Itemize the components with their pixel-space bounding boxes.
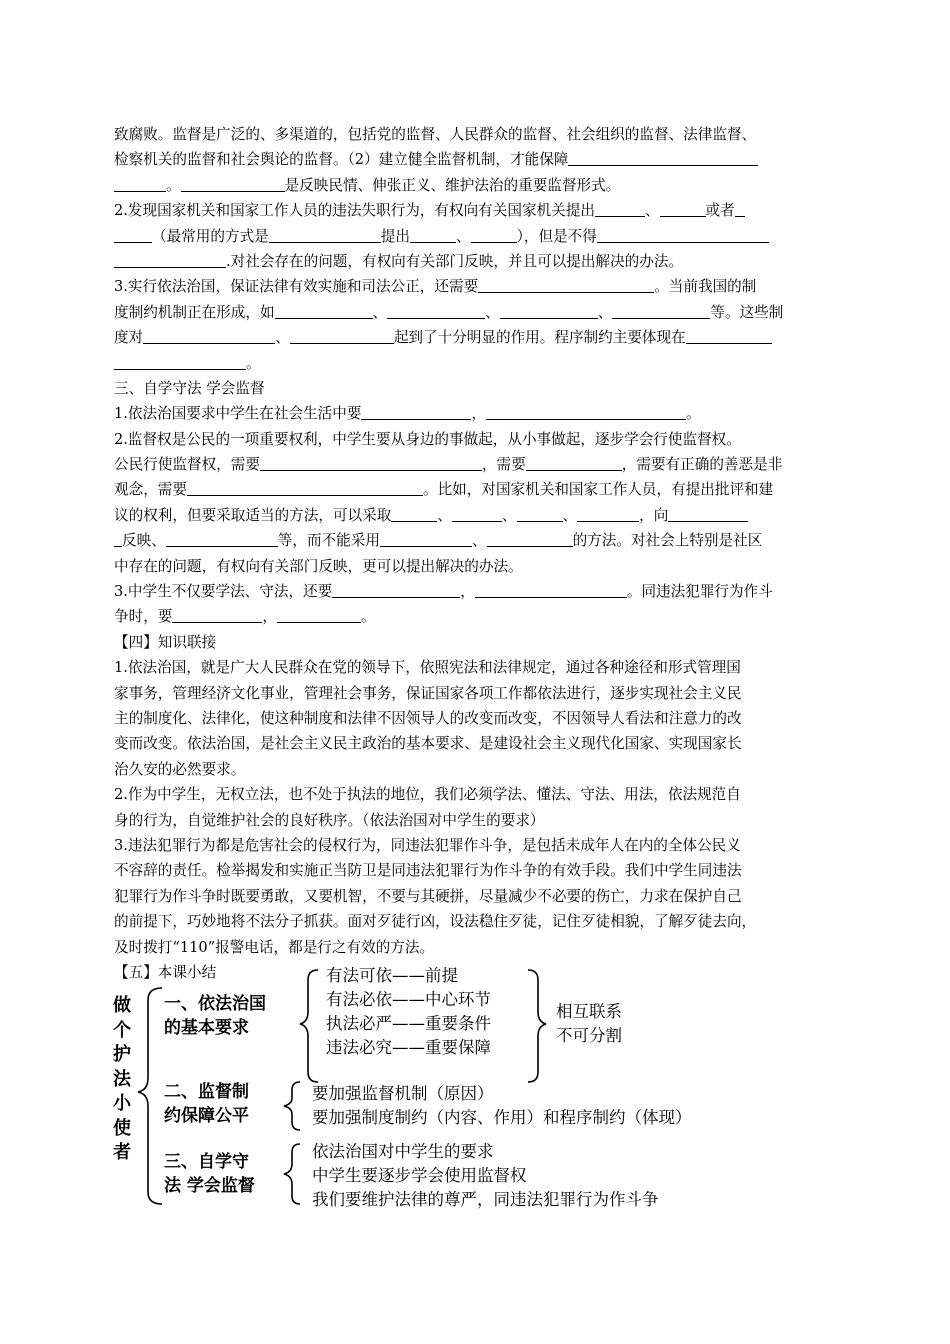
root-char: 做 bbox=[113, 995, 131, 1016]
note-line: 相互联系 bbox=[556, 1002, 622, 1021]
fill-blank[interactable] bbox=[577, 504, 639, 522]
root-char: 个 bbox=[113, 1019, 131, 1041]
summary-diagram bbox=[108, 960, 848, 1220]
fill-blank[interactable] bbox=[114, 225, 152, 243]
text-line bbox=[114, 224, 842, 249]
text-line bbox=[114, 274, 842, 299]
branch-1-title bbox=[164, 992, 266, 1040]
fill-blank[interactable] bbox=[181, 174, 285, 192]
root-label bbox=[112, 994, 132, 1166]
text-segment: 或者 bbox=[705, 202, 735, 220]
summary-item: 有法必依——中心环节 bbox=[326, 990, 491, 1009]
fill-blank[interactable] bbox=[277, 605, 361, 623]
summary-item: 执法必严——重要条件 bbox=[326, 1014, 491, 1033]
text-line: 1.依法治国，就是广大人民群众在党的领导下，依照宪法和法律规定，通过各种途径和形式管理国 bbox=[114, 659, 741, 677]
branch-title-line: 约保障公平 bbox=[164, 1106, 249, 1126]
fill-blank[interactable] bbox=[260, 453, 482, 471]
root-char: 法 bbox=[113, 1068, 131, 1090]
text-segment: （最常用的方式是 bbox=[152, 227, 269, 245]
b3-brace bbox=[284, 1144, 300, 1204]
fill-blank[interactable] bbox=[597, 225, 769, 243]
text-segment: ，向 bbox=[639, 506, 669, 524]
fill-blank[interactable] bbox=[269, 225, 381, 243]
text-segment: 、 bbox=[275, 329, 290, 347]
text-segment: 3.实行依法治国，保证法律有效实施和司法公正，还需要 bbox=[114, 278, 479, 296]
b1-right-brace bbox=[528, 970, 546, 1082]
text-segment: 公民行使监督权，需要 bbox=[114, 456, 260, 474]
text-segment: 提出 bbox=[380, 227, 410, 245]
fill-blank[interactable] bbox=[487, 529, 573, 547]
text-segment: 。 bbox=[166, 176, 181, 194]
text-segment: ， bbox=[471, 405, 487, 423]
text-segment: 观念，需要 bbox=[114, 481, 187, 499]
summary-item: 依法治国对中学生的要求 bbox=[312, 1142, 494, 1161]
text-segment: ， bbox=[460, 583, 475, 601]
text-line bbox=[114, 477, 842, 502]
text-segment: 、 bbox=[471, 532, 487, 550]
text-segment: 、 bbox=[437, 506, 452, 524]
text-line: 致腐败。监督是广泛的、多渠道的，包括党的监督、人民群众的监督、社会组织的监督、法律监督、 bbox=[114, 126, 757, 143]
summary-item: 中学生要逐步学会使用监督权 bbox=[312, 1166, 527, 1185]
root-char: 小 bbox=[113, 1093, 131, 1114]
text-segment: ），但是不得 bbox=[516, 227, 597, 245]
knowledge-links bbox=[114, 655, 842, 960]
text-segment: 、 bbox=[597, 303, 613, 321]
fill-blank[interactable] bbox=[686, 326, 772, 344]
branch-1-note bbox=[556, 1000, 622, 1048]
text-segment: 、 bbox=[485, 303, 500, 321]
fill-blank[interactable] bbox=[660, 199, 706, 217]
fill-blank[interactable] bbox=[478, 275, 654, 293]
fill-blank[interactable] bbox=[172, 605, 262, 623]
text-line: 中存在的问题，有权向有关部门反映，更可以提出解决的办法。 bbox=[114, 557, 523, 575]
text-segment: 议的权利，但要采取适当的方法，可以采取 bbox=[114, 506, 392, 524]
section-heading: 三、自学守法 学会监督 bbox=[114, 379, 265, 397]
fill-blank[interactable] bbox=[517, 504, 563, 522]
text-segment: 等，而不能采用 bbox=[277, 532, 380, 550]
text-line bbox=[114, 147, 842, 172]
fill-blank[interactable] bbox=[187, 478, 423, 496]
branch-title-line: 一、依法治国 bbox=[164, 994, 266, 1014]
b1-left-brace bbox=[300, 970, 318, 1082]
text-line bbox=[114, 579, 842, 604]
root-char: 者 bbox=[113, 1142, 131, 1163]
fill-blank[interactable] bbox=[387, 301, 485, 319]
fill-blank[interactable] bbox=[114, 529, 122, 547]
text-segment: ， bbox=[262, 608, 277, 626]
text-segment: .对社会存在的问题，有权向有关部门反映，并且可以提出解决的办法。 bbox=[226, 252, 684, 270]
text-segment: 等。这些制 bbox=[710, 303, 784, 321]
text-line bbox=[114, 452, 842, 477]
fill-blank[interactable] bbox=[526, 453, 622, 471]
text-segment: 起到了十分明显的作用。程序制约主要体现在 bbox=[393, 329, 686, 347]
text-line: 身的行为，自觉维护社会的良好秩序。（依法治国对中学生的要求） bbox=[114, 811, 545, 829]
text-line: 3.违法犯罪行为都是危害社会的侵权行为，同违法犯罪作斗争，是包括未成年人在内的全体公民义 bbox=[114, 836, 741, 854]
text-line: 主的制度化、法律化，使这种制度和法律不因领导人的改变而改变，不因领导人看法和注意力的改 bbox=[114, 709, 742, 727]
branch-3-title bbox=[164, 1150, 255, 1198]
text-line bbox=[114, 325, 842, 350]
text-segment: 反映、 bbox=[122, 532, 166, 550]
text-segment: 检察机关的监督和社会舆论的监督。（2）建立健全监督机制，才能保障 bbox=[114, 151, 569, 169]
fill-blank[interactable] bbox=[735, 199, 745, 217]
fill-blank[interactable] bbox=[475, 580, 627, 598]
text-segment: 、 bbox=[455, 227, 471, 245]
text-line bbox=[114, 604, 842, 629]
root-char: 护 bbox=[113, 1044, 131, 1065]
branch-2-items bbox=[312, 1082, 692, 1130]
summary-item: 要加强监督机制（原因） bbox=[312, 1084, 494, 1103]
branch-title-line: 的基本要求 bbox=[164, 1018, 249, 1038]
fill-blank[interactable] bbox=[114, 250, 226, 268]
text-line bbox=[114, 249, 842, 274]
summary-item: 我们要维护法律的尊严，同违法犯罪行为作斗争 bbox=[312, 1190, 659, 1209]
text-segment: 是反映民情、伸张正义、维护法治的重要监督形式。 bbox=[284, 176, 621, 194]
text-segment: 的方法。对社会上特别是社区 bbox=[572, 532, 763, 550]
fill-blank[interactable] bbox=[668, 504, 748, 522]
fill-blank[interactable] bbox=[380, 529, 472, 547]
text-segment: 2.发现国家机关和国家工作人员的违法失职行为，有权向有关国家机关提出 bbox=[114, 202, 595, 220]
text-line: 及时拨打“110”报警电话，都是行之有效的方法。 bbox=[114, 938, 435, 956]
text-line: 不容辞的责任。检举揭发和实施正当防卫是同违法犯罪行为作斗争的有效手段。我们中学生同违法 bbox=[114, 862, 742, 880]
branch-2-title bbox=[164, 1080, 249, 1128]
text-segment: 、 bbox=[501, 506, 517, 524]
text-segment: ，需要有正确的善恶是非 bbox=[621, 456, 783, 474]
fill-blank[interactable] bbox=[452, 504, 502, 522]
fill-blank[interactable] bbox=[114, 352, 246, 370]
text-line: 家事务，管理经济文化事业，管理社会事务，保证国家各项工作都依法进行，逐步实现社会主义民 bbox=[114, 684, 742, 702]
b2-brace bbox=[284, 1082, 300, 1130]
text-line: 治久安的必然要求。 bbox=[114, 760, 246, 778]
text-segment: 、 bbox=[372, 303, 388, 321]
text-line: 2.监督权是公民的一项重要权利，中学生要从身边的事做起，从小事做起，逐步学会行使监督权。 bbox=[114, 430, 741, 448]
text-line bbox=[114, 300, 842, 325]
fill-blank[interactable] bbox=[471, 225, 517, 243]
text-segment: 争时，要 bbox=[114, 608, 173, 626]
branch-1-items bbox=[326, 964, 491, 1060]
fill-blank[interactable] bbox=[410, 225, 456, 243]
summary-item: 有法可依——前提 bbox=[326, 966, 458, 985]
fill-blank[interactable] bbox=[114, 174, 166, 192]
text-segment: 。 bbox=[246, 354, 261, 372]
text-line bbox=[114, 173, 842, 198]
text-line: 变而改变。依法治国，是社会主义民主政治的基本要求、是建设社会主义现代化国家、实现国家长 bbox=[114, 735, 742, 753]
fill-blank[interactable] bbox=[332, 580, 460, 598]
text-segment: 度制约机制正在形成，如 bbox=[114, 303, 275, 321]
fill-blank[interactable] bbox=[595, 199, 645, 217]
fill-blank[interactable] bbox=[568, 148, 758, 166]
text-segment: ，需要 bbox=[481, 456, 526, 474]
text-segment: 。 bbox=[361, 608, 376, 626]
fill-blank[interactable] bbox=[361, 402, 471, 420]
summary-item: 违法必究——重要保障 bbox=[326, 1038, 491, 1057]
text-line bbox=[114, 401, 842, 426]
note-line: 不可分割 bbox=[556, 1026, 622, 1045]
summary-item: 要加强制度制约（内容、作用）和程序制约（体现） bbox=[312, 1108, 692, 1127]
branch-3-items bbox=[312, 1140, 659, 1212]
text-segment: 。 bbox=[686, 405, 701, 423]
fill-blank[interactable] bbox=[612, 301, 710, 319]
fill-blank[interactable] bbox=[275, 301, 373, 319]
fill-blank[interactable] bbox=[486, 402, 686, 420]
section-heading: 【四】知识联接 bbox=[114, 633, 217, 651]
branch-title-line: 二、监督制 bbox=[164, 1082, 249, 1102]
text-line: 2.作为中学生，无权立法，也不处于执法的地位，我们必须学法、懂法、守法、用法，依法规范自 bbox=[114, 786, 741, 804]
text-line: 的前提下，巧妙地将不法分子抓获。面对歹徒行凶，设法稳住歹徒，记住歹徒相貌，了解歹徒去向， bbox=[114, 913, 757, 931]
fill-blank[interactable] bbox=[166, 529, 278, 547]
text-line bbox=[114, 528, 842, 553]
text-segment: 3.中学生不仅要学法、守法，还要 bbox=[114, 583, 333, 601]
text-segment: 。当前我国的制 bbox=[654, 278, 757, 296]
fill-blank[interactable] bbox=[290, 326, 394, 344]
text-line: 犯罪行为作斗争时既要勇敢，又要机智，不要与其硬拼，尽量减少不必要的伤亡，力求在保护自己 bbox=[114, 887, 742, 905]
text-line bbox=[114, 198, 842, 223]
worksheet-body bbox=[114, 122, 842, 985]
branch-title-line: 法 学会监督 bbox=[164, 1176, 255, 1196]
section-heading: 【五】本课小结 bbox=[114, 963, 217, 981]
text-segment: 1.依法治国要求中学生在社会生活中要 bbox=[114, 405, 362, 423]
fill-blank[interactable] bbox=[500, 301, 598, 319]
fill-blank[interactable] bbox=[391, 504, 437, 522]
text-segment: 、 bbox=[562, 506, 578, 524]
text-line bbox=[114, 351, 842, 376]
text-segment: 。同违法犯罪行为作斗 bbox=[626, 583, 773, 601]
root-brace bbox=[138, 988, 162, 1204]
text-line bbox=[114, 503, 842, 528]
text-segment: 、 bbox=[644, 202, 660, 220]
branch-title-line: 三、自学守 bbox=[164, 1152, 249, 1172]
fill-blank[interactable] bbox=[143, 326, 275, 344]
root-char: 使 bbox=[113, 1117, 131, 1139]
text-segment: 。比如，对国家机关和国家工作人员，有提出批评和建 bbox=[422, 481, 774, 499]
text-segment: 度对 bbox=[114, 329, 144, 347]
